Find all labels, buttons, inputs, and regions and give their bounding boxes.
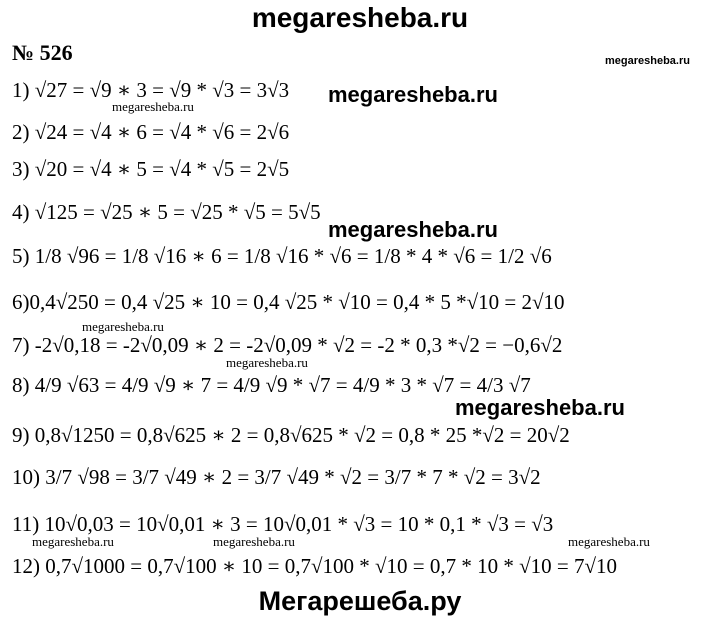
site-title-footer: Мегарешеба.ру <box>258 586 462 616</box>
solution-line-11: 11) 10√0,03 = 10√0,01 ∗ 3 = 10√0,01 * √3 = 10 * 0,1 * √3 = √3 <box>12 512 554 536</box>
watermark-small: megaresheba.ru <box>112 99 194 114</box>
solution-line-3: 3) √20 = √4 ∗ 5 = √4 * √5 = 2√5 <box>12 157 290 181</box>
solution-line-2: 2) √24 = √4 ∗ 6 = √4 * √6 = 2√6 <box>12 120 290 144</box>
watermark-small: megaresheba.ru <box>226 355 308 370</box>
problem-number: № 526 <box>12 40 73 65</box>
solution-line-6: 6)0,4√250 = 0,4 √25 ∗ 10 = 0,4 √25 * √10 = 0,4 * 5 *√10 = 2√10 <box>12 290 565 314</box>
watermark-small: megaresheba.ru <box>568 534 650 549</box>
watermark-big: megaresheba.ru <box>328 82 498 107</box>
watermark-big: megaresheba.ru <box>455 395 625 420</box>
watermark-big: megaresheba.ru <box>328 217 498 242</box>
watermark-small: megaresheba.ru <box>213 534 295 549</box>
solution-line-9: 9) 0,8√1250 = 0,8√625 ∗ 2 = 0,8√625 * √2 = 0,8 * 25 *√2 = 20√2 <box>12 423 570 447</box>
watermark-small: megaresheba.ru <box>82 319 164 334</box>
watermark-small: megaresheba.ru <box>32 534 114 549</box>
solution-line-1: 1) √27 = √9 ∗ 3 = √9 * √3 = 3√3 <box>12 78 290 102</box>
solution-line-10: 10) 3/7 √98 = 3/7 √49 ∗ 2 = 3/7 √49 * √2 = 3/7 * 7 * √2 = 3√2 <box>12 465 541 489</box>
solution-line-4: 4) √125 = √25 ∗ 5 = √25 * √5 = 5√5 <box>12 200 321 224</box>
site-title-header: megaresheba.ru <box>251 2 469 33</box>
solution-line-8: 8) 4/9 √63 = 4/9 √9 ∗ 7 = 4/9 √9 * √7 = 4/9 * 3 * √7 = 4/3 √7 <box>12 373 531 397</box>
solution-line-7: 7) -2√0,18 = -2√0,09 ∗ 2 = -2√0,09 * √2 = -2 * 0,3 *√2 = −0,6√2 <box>12 333 563 357</box>
solution-line-5: 5) 1/8 √96 = 1/8 √16 ∗ 6 = 1/8 √16 * √6 = 1/8 * 4 * √6 = 1/2 √6 <box>12 244 552 268</box>
solution-line-12: 12) 0,7√1000 = 0,7√100 ∗ 10 = 0,7√100 * √10 = 0,7 * 10 * √10 = 7√10 <box>12 554 618 578</box>
watermark-tiny: megaresheba.ru <box>605 55 690 67</box>
